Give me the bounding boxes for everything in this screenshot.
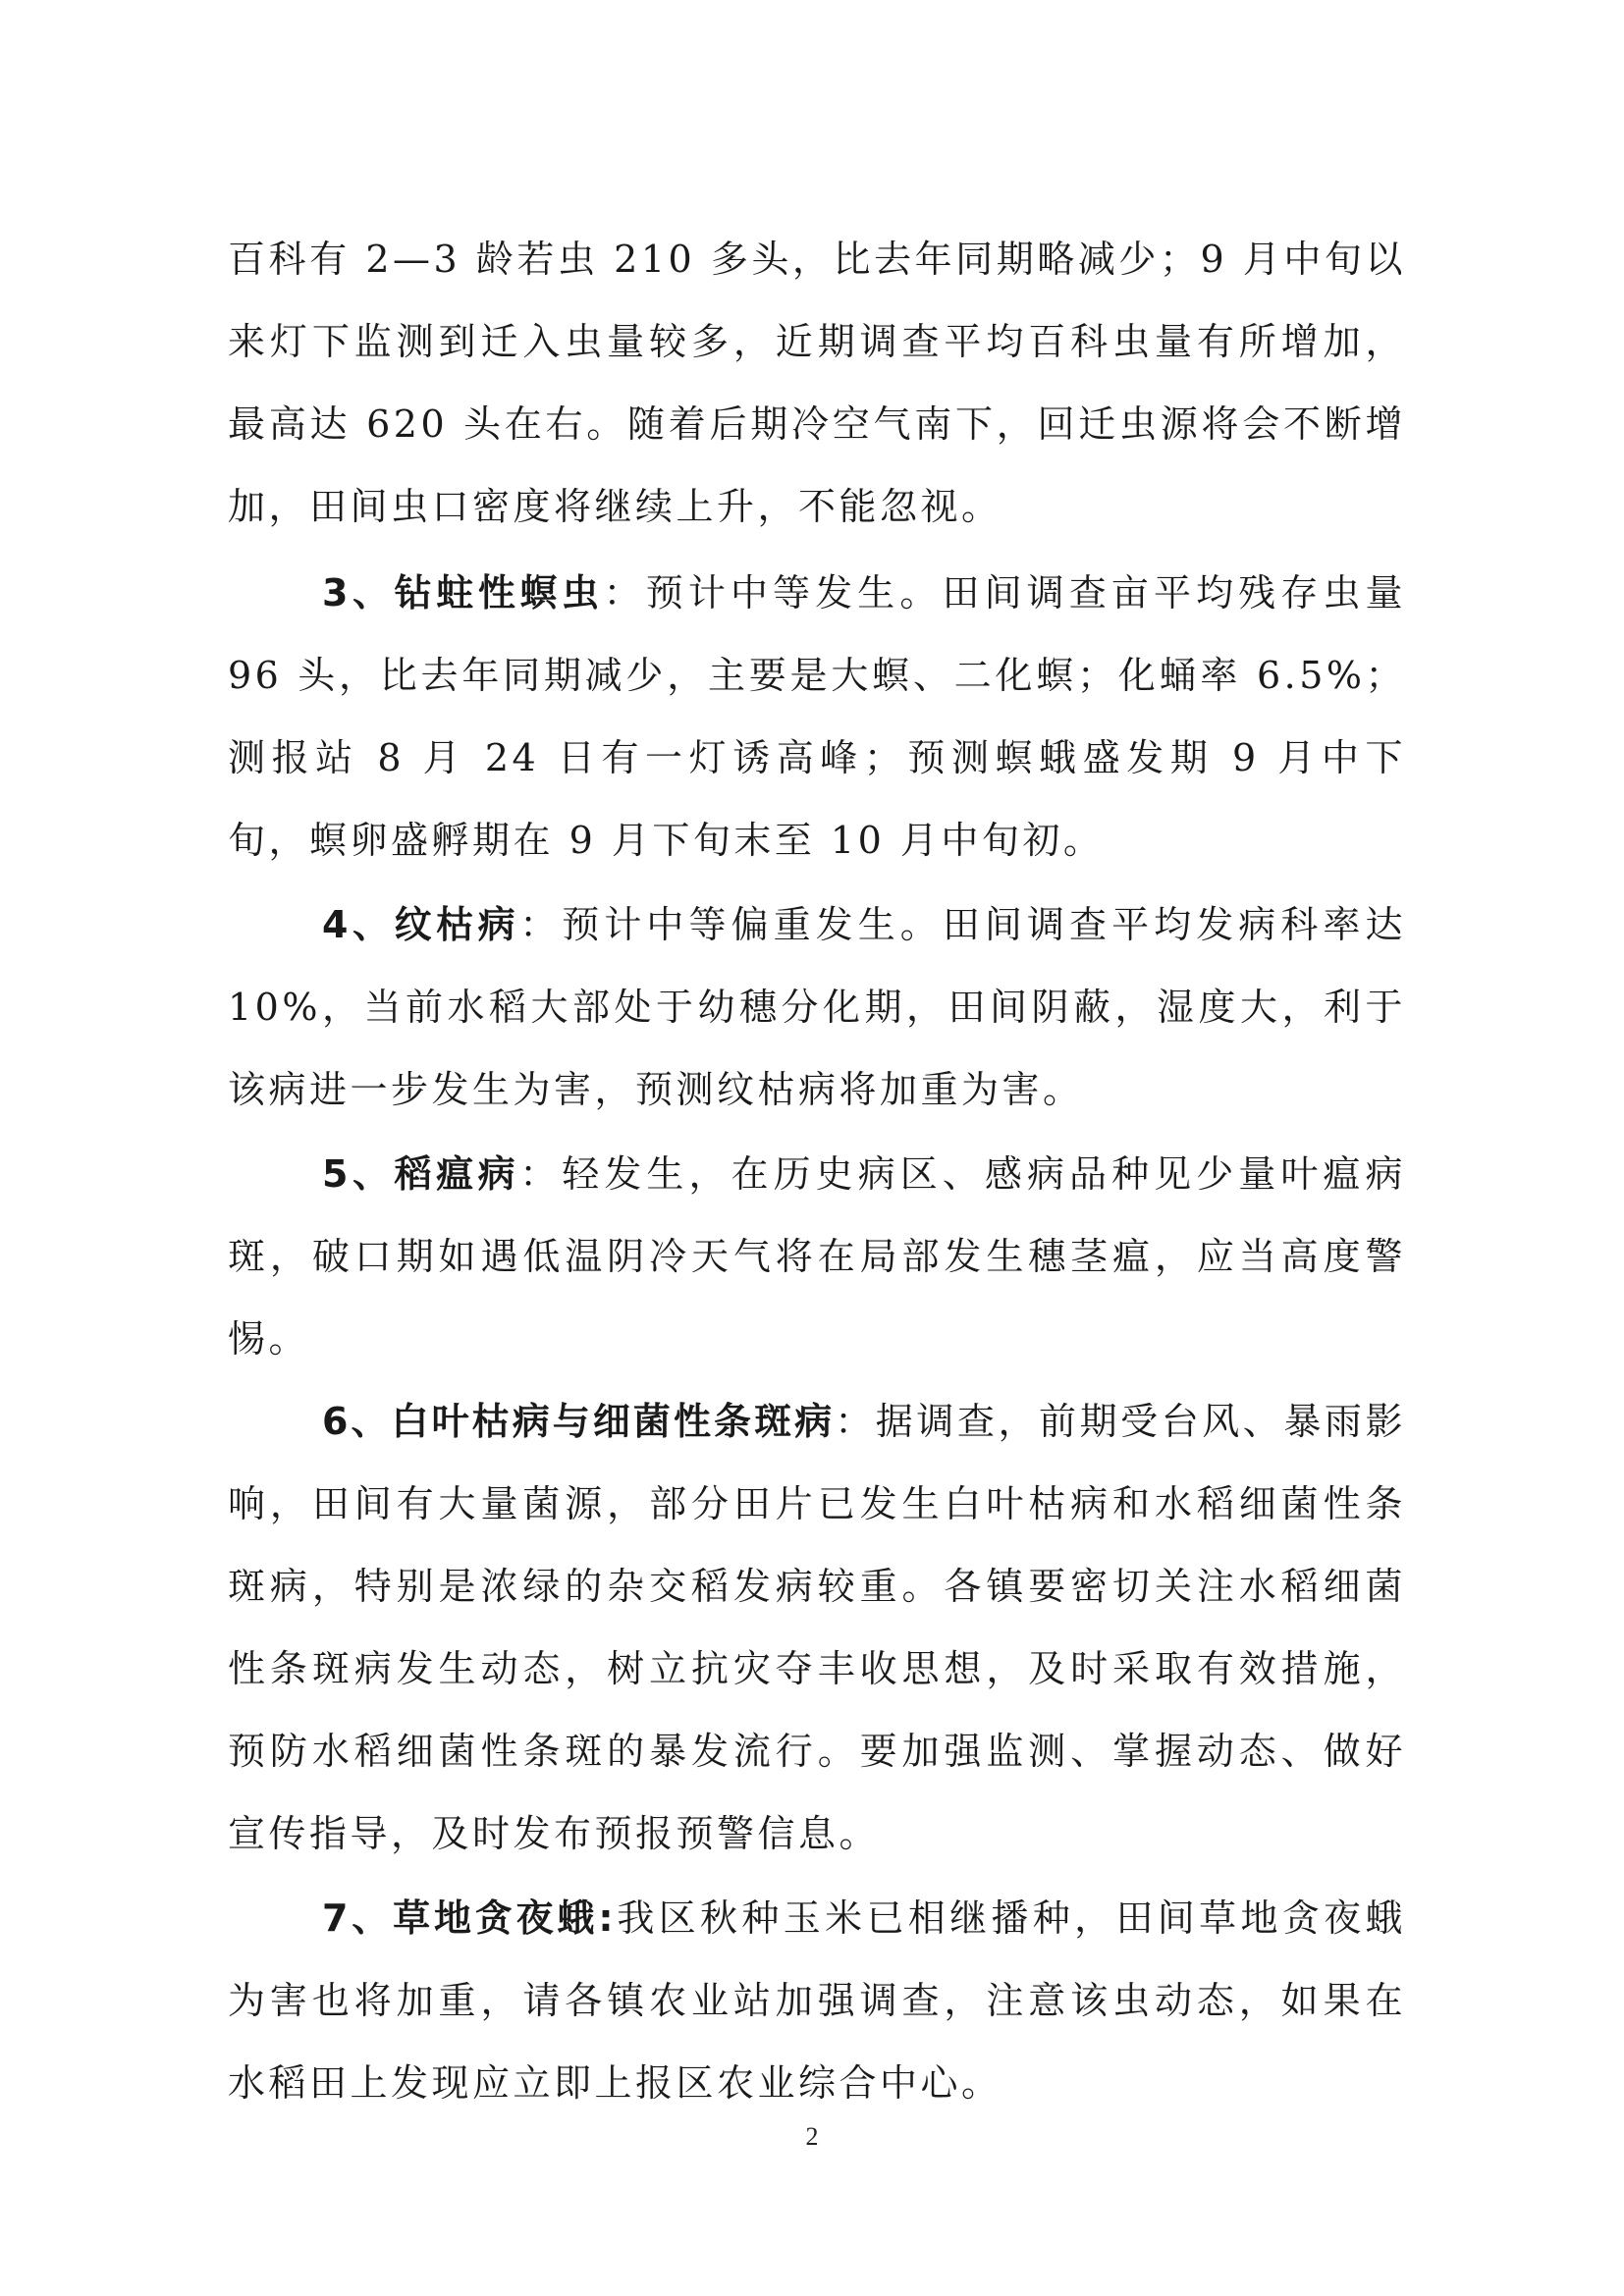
paragraph-rice-blast xyxy=(228,1133,1406,1380)
page-number: 2 xyxy=(805,2122,819,2151)
paragraph-text: ：预计中等偏重发生。田间调查平均发病科率达 10%，当前水稻大部处于幼穗分化期，田间阴蔽，湿度大，利于该病进一步发生为害，预测纹枯病将加重为害。 xyxy=(228,903,1406,1111)
paragraph-brown-planthopper-continuation xyxy=(228,218,1406,548)
paragraph-text: ：据调查，前期受台风、暴雨影响，田间有大量菌源，部分田片已发生白叶枯病和水稻细菌性条斑病，特别是浓绿的杂交稻发病较重。各镇要密切关注水稻细菌性条斑病发生动态，树立抗灾夺丰收思想，及时采取有效措施，预防水稻细菌性条斑的暴发流行。要加强监测、掌握动态、做好宣传指导，及时发布预报预警信息。 xyxy=(228,1400,1406,1855)
paragraph-text: ：轻发生，在历史病区、感病品种见少量叶瘟病斑，破口期如遇低温阴冷天气将在局部发生穗茎瘟，应当高度警惕。 xyxy=(228,1152,1406,1361)
section-heading-stem-borer: 3、钻蛀性螟虫 xyxy=(322,571,604,614)
section-heading-sheath-blight: 4、纹枯病 xyxy=(322,903,520,946)
paragraph-bacterial-blight xyxy=(228,1380,1406,1875)
paragraph-text: ：预计中等发生。田间调查亩平均残存虫量 96 头，比去年同期减少，主要是大螟、二化螟；化蛹率 6.5%；测报站 8 月 24 日有一灯诱高峰；预测螟蛾盛发期 9 月中下旬，螟卵盛孵期在 9 月下旬末至 10 月中旬初。 xyxy=(228,571,1406,862)
section-heading-fall-armyworm: 7、草地贪夜蛾: xyxy=(322,1896,617,1940)
paragraph-stem-borer xyxy=(228,552,1406,881)
section-heading-rice-blast: 5、稻瘟病 xyxy=(322,1152,520,1196)
paragraph-text: 百科有 2—3 龄若虫 210 多头，比去年同期略减少；9 月中旬以来灯下监测到迁入虫量较多，近期调查平均百科虫量有所增加，最高达 620 头在右。随着后期冷空气南下，回迁虫源将会不断增加，田间虫口密度将继续上升，不能忽视。 xyxy=(228,238,1406,528)
paragraph-sheath-blight xyxy=(228,883,1406,1131)
paragraph-fall-armyworm xyxy=(228,1877,1406,2124)
paragraph-text: 我区秋种玉米已相继播种，田间草地贪夜蛾为害也将加重，请各镇农业站加强调查，注意该虫动态，如果在水稻田上发现应立即上报区农业综合中心。 xyxy=(228,1896,1406,2105)
section-heading-bacterial-blight: 6、白叶枯病与细菌性条斑病 xyxy=(322,1400,836,1443)
